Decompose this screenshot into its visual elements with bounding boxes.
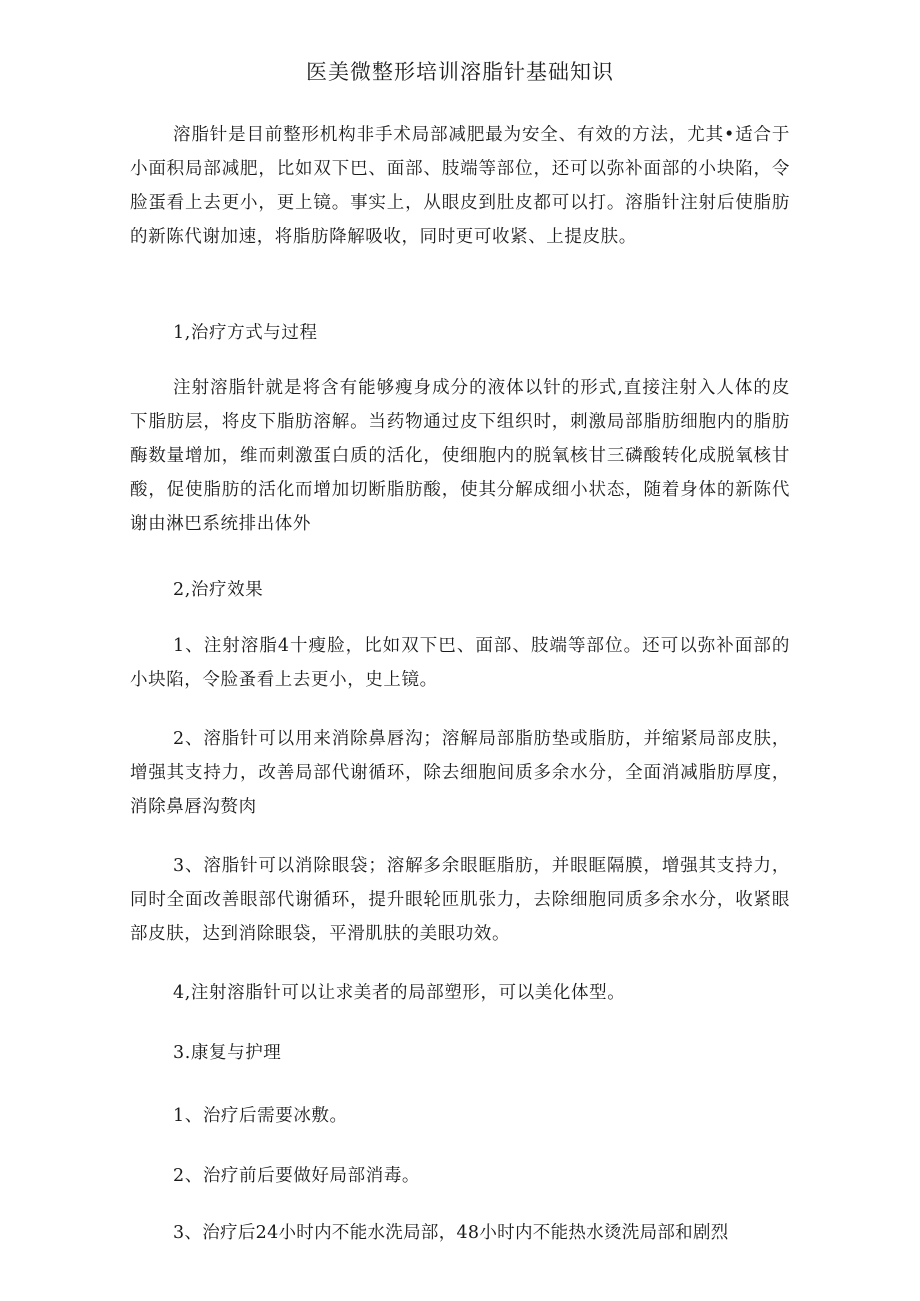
care-item-3: 3、治疗后24小时内不能水洗局部，48小时内不能热水烫洗局部和剧烈	[173, 1223, 729, 1243]
effect-item-1: 1、注射溶脂4十瘦脸，比如双下巴、面部、肢端等部位。还可以弥补面部的小块陷，令脸蚤看上去更小，史上镜。	[130, 636, 790, 690]
effect-item-4: 4,注射溶脂针可以让求美者的局部塑形，可以美化体型。	[173, 983, 626, 1003]
care-item-1: 1、治疗后需要冰敷。	[173, 1106, 348, 1126]
document-title: 医美微整形培训溶脂针基础知识	[306, 60, 614, 84]
effect-item-3: 3、溶脂针可以消除眼袋；溶解多余眼眶脂肪，并眼眶隔膜，增强其支持力，同时全面改善眼部代谢循环，提升眼轮匝肌张力，去除细胞同质多余水分，收紧眼部皮肤，达到消除眼袋，平滑肌肤的美眼功效。	[130, 856, 790, 944]
treatment-process-paragraph: 注射溶脂针就是将含有能够瘦身成分的液体以针的形式,直接注射入人体的皮下脂肪层，将皮下脂肪溶解。当药物通过皮下组织时，刺激局部脂肪细胞内的脂肪酶数量增加，维而刺激蛋白质的活化，使细胞内的脱氧核甘三磷酸转化成脱氧核甘酸，促使脂肪的活化而增加切断脂肪酸，使其分解成细小状态，随着身体的新陈代谢由淋巴系统排出体外	[130, 378, 790, 534]
intro-paragraph: 溶脂针是目前整形机构非手术局部减肥最为安全、有效的方法，尤其•适合于小面积局部减肥，比如双下巴、面部、肢端等部位，还可以弥补面部的小块陷，令脸蛋看上去更小，更上镜。事实上，从眼皮到肚皮都可以打。溶脂针注射后使脂肪的新陈代谢加速，将脂肪降解吸收，同时更可收紧、上提皮肤。	[130, 125, 790, 247]
section-heading-recovery-care: 3.康复与护理	[173, 1043, 282, 1063]
section-heading-treatment-process: 1,治疗方式与过程	[173, 323, 318, 343]
effect-item-2: 2、溶脂针可以用来消除鼻唇沟；溶解局部脂肪垫或脂肪，并缩紧局部皮肤，增强其支持力，改善局部代谢循环，除去细胞间质多余水分，全面消减脂肪厚度，消除鼻唇沟赘肉	[130, 729, 790, 817]
care-item-2: 2、治疗前后要做好局部消毒。	[173, 1166, 421, 1186]
section-heading-treatment-effect: 2,治疗效果	[173, 580, 264, 600]
